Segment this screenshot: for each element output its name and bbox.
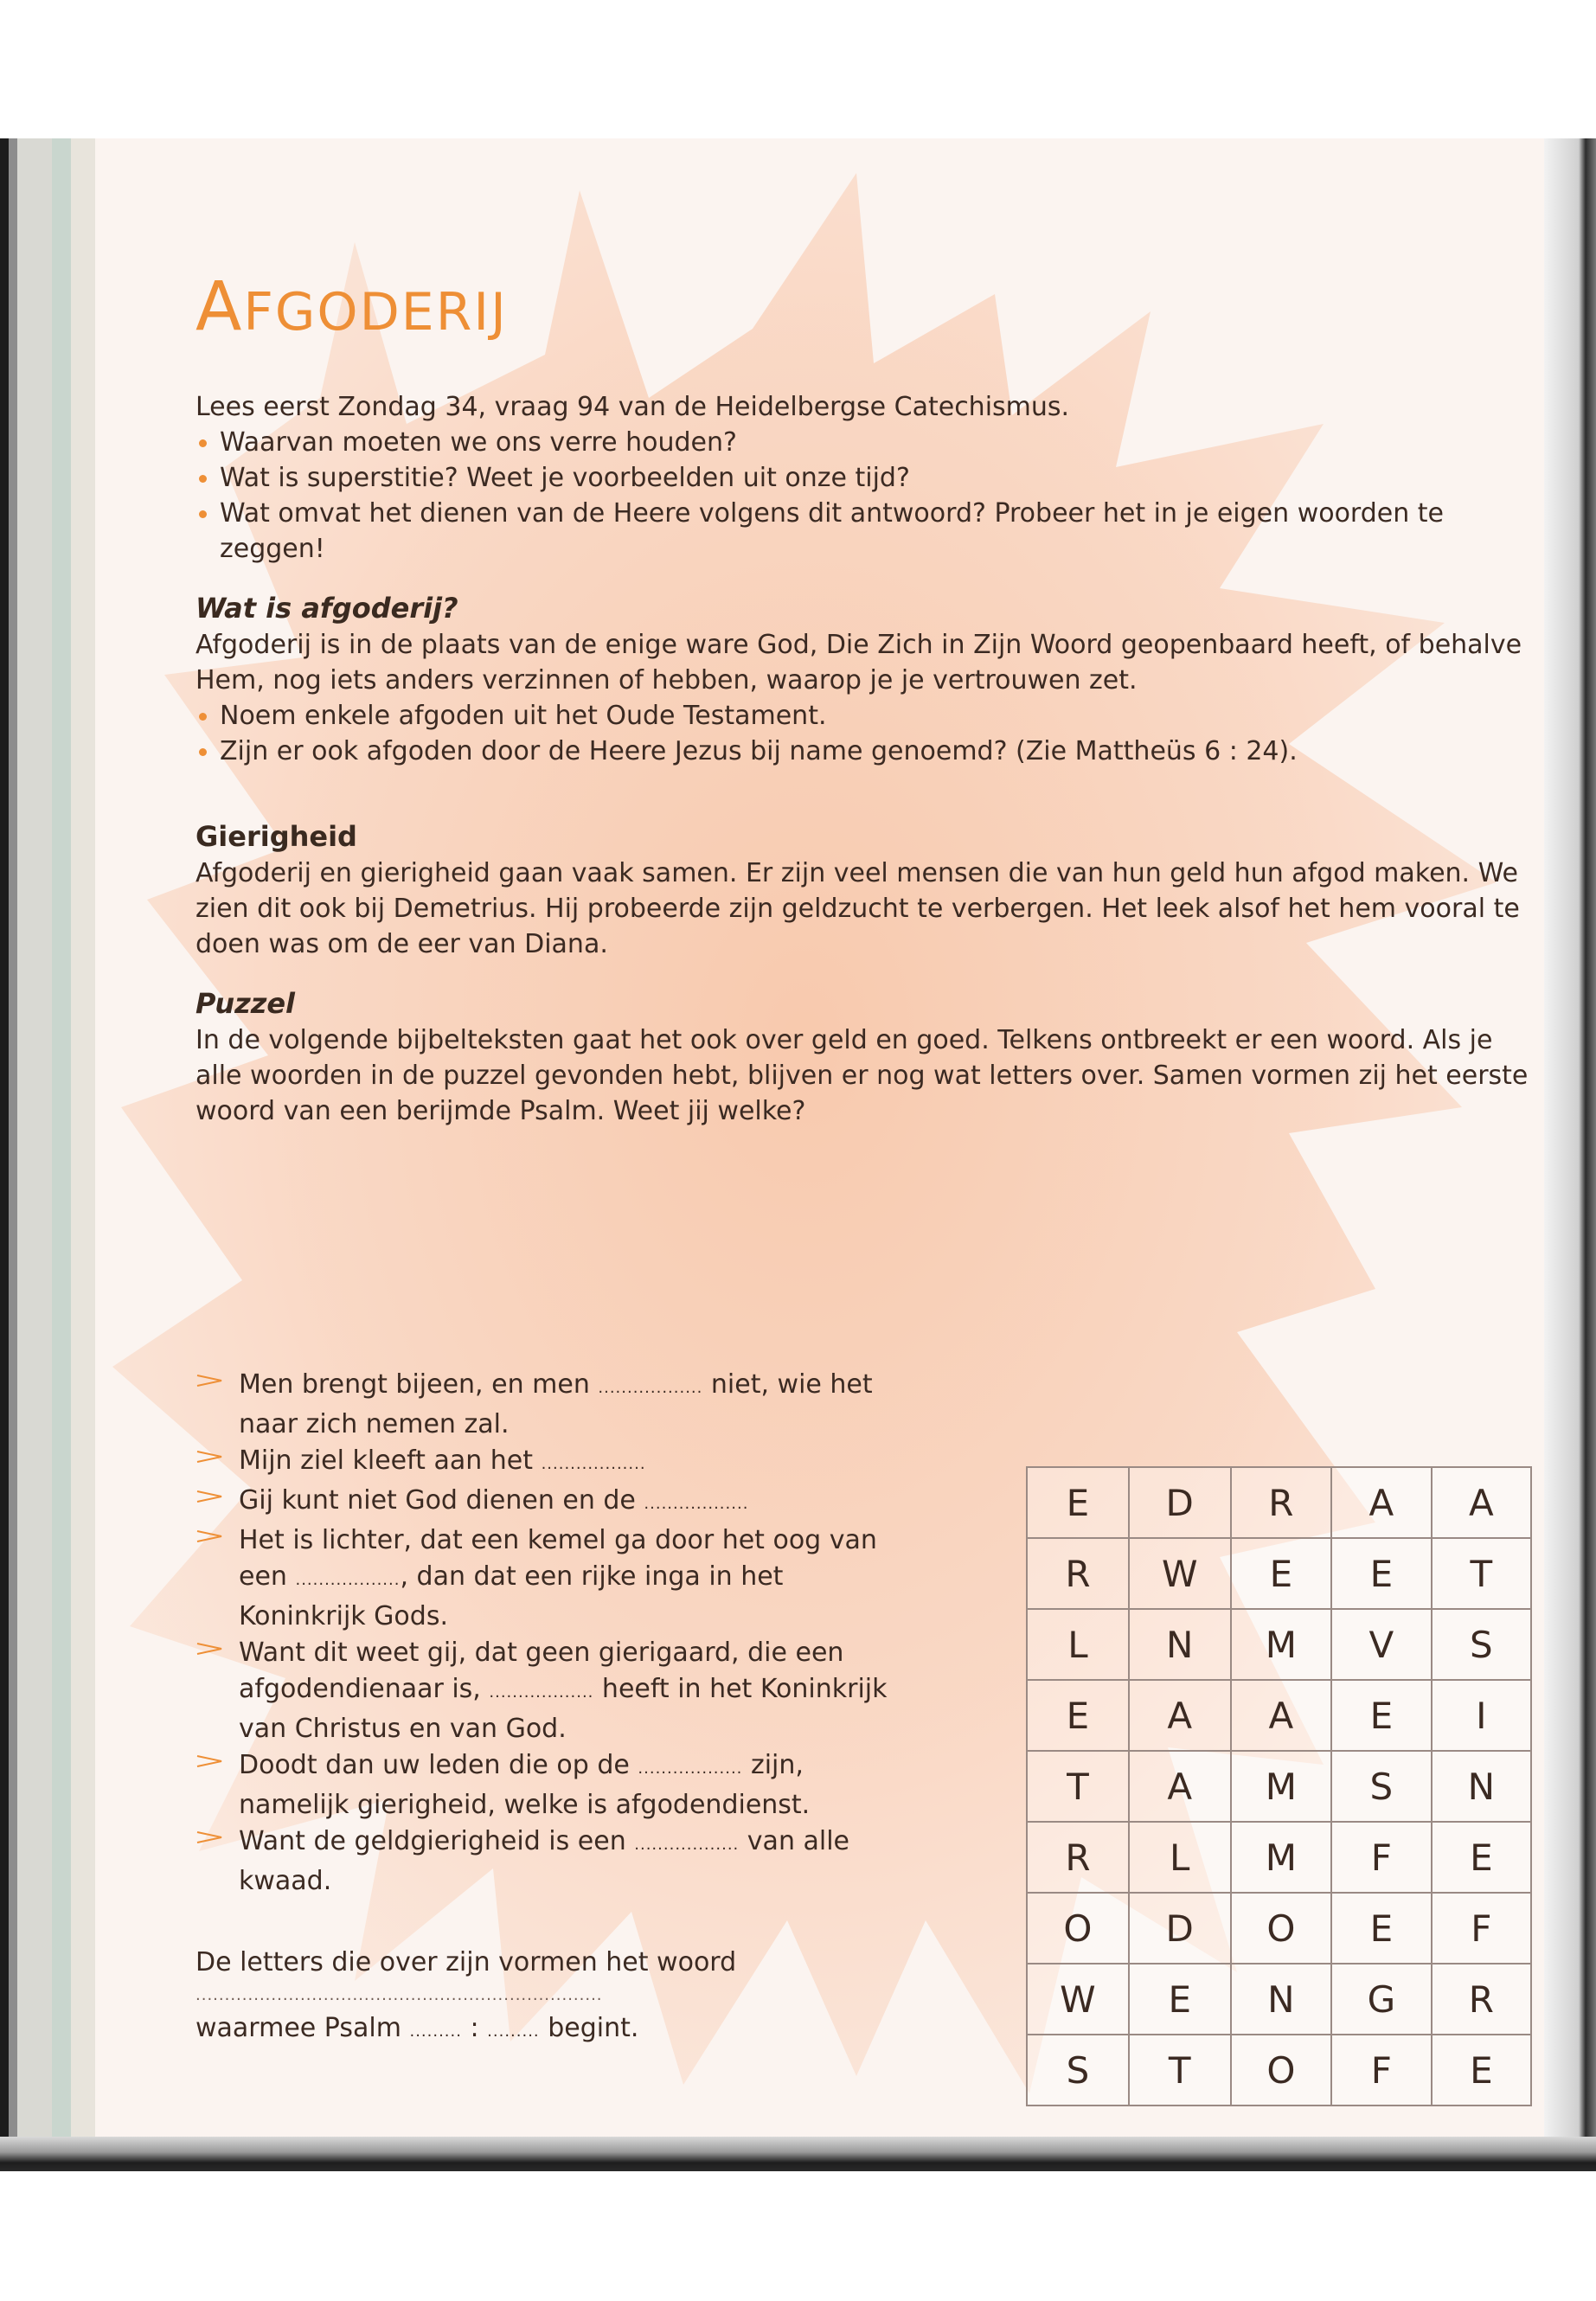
book-spine — [0, 138, 95, 2171]
item-text-end: , dan dat een rijke inga in het Koninkrijk Gods. — [239, 1561, 784, 1631]
psalm-text: waarmee Psalm — [195, 2013, 410, 2043]
grid-cell[interactable]: E — [1027, 1467, 1129, 1538]
grid-cell[interactable]: T — [1129, 2035, 1231, 2106]
psalm-verse-blank[interactable]: ......... — [487, 2022, 540, 2041]
closing-psalm-line — [195, 2012, 888, 2048]
item-text-end: heeft in het Koninkrijk van Christus en van God. — [239, 1674, 888, 1744]
blank-line[interactable]: .................. — [295, 1571, 401, 1589]
grid-row — [1027, 1609, 1531, 1680]
arrow-icon — [195, 1370, 227, 1391]
grid-cell[interactable]: A — [1331, 1467, 1432, 1538]
grid-cell[interactable]: L — [1027, 1609, 1129, 1680]
afgoderij-heading: Wat is afgoderij? — [195, 592, 458, 625]
grid-cell[interactable]: O — [1231, 1893, 1331, 1964]
letter-puzzle-grid — [1026, 1466, 1532, 2106]
gierigheid-heading: Gierigheid — [195, 820, 357, 853]
item-text-start: Het is lichter, dat een kemel ga door het oog van een — [239, 1525, 877, 1592]
grid-cell[interactable]: W — [1027, 1964, 1129, 2035]
closing-section — [195, 1946, 888, 2048]
grid-cell[interactable]: E — [1231, 1538, 1331, 1609]
grid-cell[interactable]: F — [1331, 2035, 1432, 2106]
item-text-start: Want de geldgierigheid is een — [239, 1826, 635, 1856]
puzzel-heading: Puzzel — [195, 987, 296, 1020]
blank-line[interactable]: .................. — [634, 1836, 740, 1854]
arrow-icon — [195, 1827, 227, 1848]
item-text-start: Want dit weet gij, dat geen gierigaard, die een afgodendienaar is, — [239, 1638, 844, 1704]
item-text-start: Men brengt bijeen, en men — [239, 1369, 599, 1400]
grid-cell[interactable]: E — [1432, 1822, 1531, 1893]
afgoderij-section — [195, 589, 1532, 769]
intro-bullet: Wat is superstitie? Weet je voorbeelden uit onze tijd? — [195, 460, 1532, 496]
arrow-icon — [195, 1526, 227, 1547]
psalm-end-text: begint. — [539, 2013, 639, 2043]
puzzel-section — [195, 984, 1532, 1129]
grid-cell[interactable]: O — [1027, 1893, 1129, 1964]
grid-cell[interactable]: S — [1331, 1751, 1432, 1822]
grid-cell[interactable]: M — [1231, 1751, 1331, 1822]
grid-cell[interactable]: M — [1231, 1822, 1331, 1893]
grid-cell[interactable]: A — [1231, 1680, 1331, 1751]
grid-cell[interactable]: S — [1027, 2035, 1129, 2106]
item-text-start: Doodt dan uw leden die op de — [239, 1750, 638, 1780]
grid-row — [1027, 1893, 1531, 1964]
grid-cell[interactable]: F — [1432, 1893, 1531, 1964]
psalm-colon: : — [461, 2013, 488, 2043]
grid-cell[interactable]: A — [1129, 1680, 1231, 1751]
afgoderij-text: Afgoderij is in de plaats van de enige ware God, Die Zich in Zijn Woord geopenbaard heeft, of behalve Hem, nog iets anders verzinnen of hebben, waarop je je vertrouwen zet. — [195, 630, 1522, 695]
grid-cell[interactable]: E — [1027, 1680, 1129, 1751]
blank-line[interactable]: .................. — [598, 1379, 703, 1397]
item-text-end: niet, wie het naar zich nemen zal. — [239, 1369, 873, 1439]
bible-text-item — [195, 1483, 888, 1522]
afgoderij-bullet: Noem enkele afgoden uit het Oude Testament. — [195, 698, 1532, 734]
grid-cell[interactable]: V — [1331, 1609, 1432, 1680]
intro-bullet: Wat omvat het dienen van de Heere volgens dit antwoord? Probeer het in je eigen woorden te zeggen! — [195, 496, 1532, 567]
grid-cell[interactable]: I — [1432, 1680, 1531, 1751]
gierigheid-section — [195, 817, 1532, 962]
afgoderij-bullet: Zijn er ook afgoden door de Heere Jezus bij name genoemd? (Zie Mattheüs 6 : 24). — [195, 734, 1532, 769]
bible-text-item — [195, 1747, 888, 1823]
bible-text-item — [195, 1443, 888, 1483]
puzzel-text: In de volgende bijbelteksten gaat het ook over geld en goed. Telkens ontbreekt er een woord. Als je alle woorden in de puzzel gevonden hebt, blijven er nog wat letters over. Samen vormen zij het eerste woord van een berijmde Psalm. Weet jij welke? — [195, 1025, 1529, 1126]
item-text-end: zijn, namelijk gierigheid, welke is afgodendienst. — [239, 1750, 811, 1820]
content — [195, 268, 1532, 2092]
bible-text-item — [195, 1823, 888, 1900]
item-text-start: Gij kunt niet God dienen en de — [239, 1485, 644, 1516]
grid-cell[interactable]: A — [1432, 1467, 1531, 1538]
grid-cell[interactable]: M — [1231, 1609, 1331, 1680]
closing-line: De letters die over zijn vormen het woord — [195, 1947, 737, 1977]
blank-line[interactable]: .................. — [644, 1495, 749, 1513]
arrow-icon — [195, 1751, 227, 1772]
arrow-icon — [195, 1486, 227, 1507]
grid-cell[interactable]: D — [1129, 1467, 1231, 1538]
blank-line[interactable]: .................. — [489, 1683, 594, 1702]
book-bottom-edge — [0, 2137, 1596, 2171]
grid-cell[interactable]: E — [1331, 1538, 1432, 1609]
arrow-icon — [195, 1446, 227, 1467]
intro-section — [195, 389, 1532, 567]
item-text-start: Mijn ziel kleeft aan het — [239, 1445, 542, 1476]
blank-line[interactable]: .................. — [541, 1455, 646, 1473]
answer-blank[interactable]: ...................................................................... — [195, 1986, 603, 2004]
grid-row — [1027, 2035, 1531, 2106]
grid-cell[interactable]: A — [1129, 1751, 1231, 1822]
grid-row — [1027, 1751, 1531, 1822]
grid-cell[interactable]: W — [1129, 1538, 1231, 1609]
grid-cell[interactable]: L — [1129, 1822, 1231, 1893]
intro-bullet: Waarvan moeten we ons verre houden? — [195, 425, 1532, 460]
grid-cell[interactable]: R — [1027, 1822, 1129, 1893]
grid-cell[interactable]: T — [1027, 1751, 1129, 1822]
grid-cell[interactable]: S — [1432, 1609, 1531, 1680]
gierigheid-text: Afgoderij en gierigheid gaan vaak samen. Er zijn veel mensen die van hun geld hun afgod maken. We zien dit ook bij Demetrius. Hij probeerde zijn geldzucht te verbergen. Het leek alsof het hem vooral te doen was om de eer van Diana. — [195, 858, 1520, 959]
page-title — [195, 268, 1532, 389]
grid-row — [1027, 1822, 1531, 1893]
grid-cell[interactable]: E — [1331, 1893, 1432, 1964]
psalm-number-blank[interactable]: ......... — [409, 2022, 462, 2041]
grid-cell[interactable]: R — [1231, 1467, 1331, 1538]
title-rest: FGODERIJ — [243, 282, 508, 343]
blank-line[interactable]: .................. — [638, 1759, 743, 1778]
title-initial: A — [195, 268, 244, 346]
grid-cell[interactable]: R — [1432, 1964, 1531, 2035]
bible-text-list — [195, 1367, 888, 1900]
book-edge — [1544, 138, 1596, 2171]
grid-row — [1027, 1680, 1531, 1751]
grid-cell[interactable]: D — [1129, 1893, 1231, 1964]
grid-cell[interactable]: E — [1129, 1964, 1231, 2035]
grid-row — [1027, 1538, 1531, 1609]
grid-cell[interactable]: R — [1027, 1538, 1129, 1609]
grid-cell[interactable]: N — [1129, 1609, 1231, 1680]
arrow-icon — [195, 1638, 227, 1659]
bible-text-item — [195, 1635, 888, 1747]
grid-cell[interactable]: E — [1432, 2035, 1531, 2106]
grid-cell[interactable]: O — [1231, 2035, 1331, 2106]
grid-cell[interactable]: F — [1331, 1822, 1432, 1893]
grid-cell[interactable]: G — [1331, 1964, 1432, 2035]
intro-line: Lees eerst Zondag 34, vraag 94 van de Heidelbergse Catechismus. — [195, 392, 1070, 422]
grid-cell[interactable]: E — [1331, 1680, 1432, 1751]
grid-cell[interactable]: N — [1432, 1751, 1531, 1822]
page — [95, 138, 1544, 2137]
grid-row — [1027, 1964, 1531, 2035]
grid-row — [1027, 1467, 1531, 1538]
grid-cell[interactable]: T — [1432, 1538, 1531, 1609]
bible-text-item — [195, 1367, 888, 1443]
bible-text-item — [195, 1522, 888, 1635]
item-text-end: van alle kwaad. — [239, 1826, 849, 1896]
grid-cell[interactable]: N — [1231, 1964, 1331, 2035]
